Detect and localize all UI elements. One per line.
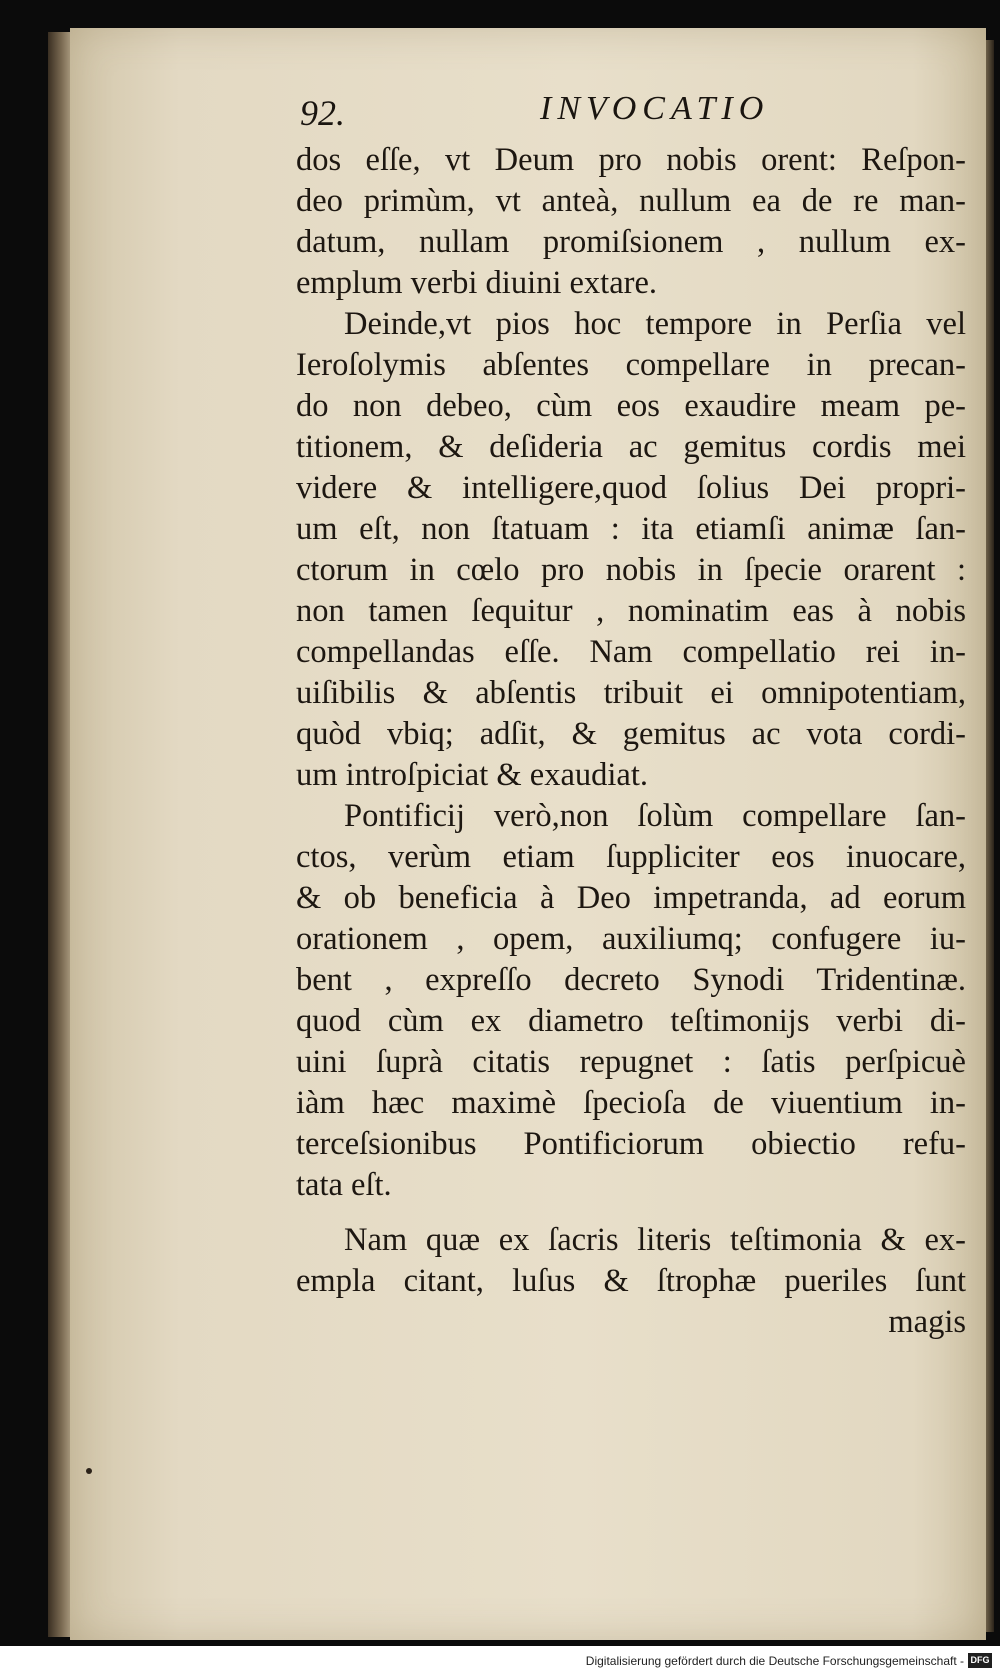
text-line: Deinde,vt pios hoc tempore in Perſia vel	[344, 306, 966, 342]
text-line: ctos, verùm etiam ſuppliciter eos inuocare,	[296, 839, 966, 875]
catchword: magis	[888, 1304, 966, 1340]
text-line: emplum verbi diuini extare.	[296, 265, 658, 301]
text-line: uiſibilis & abſentis tribuit ei omnipotentiam,	[296, 675, 966, 711]
book-edge-right	[986, 40, 994, 1632]
text-line: do non debeo, cùm eos exaudire meam pe-	[296, 388, 966, 424]
text-line: empla citant, luſus & ſtrophæ pueriles ſunt	[296, 1263, 966, 1299]
text-line: & ob beneficia à Deo impetranda, ad eorum	[296, 880, 966, 916]
text-line: iàm hæc maximè ſpecioſa de viuentium in-	[296, 1085, 966, 1121]
text-line: quòd vbiq; adſit, & gemitus ac vota cordi-	[296, 716, 966, 752]
page-number: 92.	[300, 93, 345, 133]
text-line: Nam quæ ex ſacris literis teſtimonia & ex-	[344, 1222, 966, 1258]
text-line: terceſsionibus Pontificiorum obiectio refu-	[296, 1126, 966, 1162]
text-line: dos eſſe, vt Deum pro nobis orent: Reſpon-	[296, 142, 966, 178]
text-line: um introſpiciat & exaudiat.	[296, 757, 648, 793]
running-title: INVOCATIO	[540, 90, 770, 127]
text-line: Pontificij verò,non ſolùm compellare ſan-	[344, 798, 966, 834]
running-head	[300, 92, 780, 142]
text-line: non tamen ſequitur , nominatim eas à nobis	[296, 593, 966, 629]
dfg-logo: DFG	[968, 1653, 992, 1668]
text-line: Ieroſolymis abſentes compellare in precan-	[296, 347, 966, 383]
text-line: uini ſuprà citatis repugnet : ſatis perſpicuè	[296, 1044, 966, 1080]
ink-spot	[86, 1468, 92, 1474]
text-line: deo primùm, vt anteà, nullum ea de re man-	[296, 183, 966, 219]
text-line: ctorum in cœlo pro nobis in ſpecie orarent :	[296, 552, 966, 588]
funding-credit: Digitalisierung gefördert durch die Deutsche Forschungsgemeinschaft -	[585, 1654, 964, 1668]
paragraph-gap	[296, 1206, 966, 1220]
text-line: orationem , opem, auxiliumq; confugere iu-	[296, 921, 966, 957]
text-line: quod cùm ex diametro teſtimonijs verbi di-	[296, 1003, 966, 1039]
text-line: titionem, & deſideria ac gemitus cordis mei	[296, 429, 966, 465]
body-text	[296, 140, 966, 1343]
text-line: tata eſt.	[296, 1167, 392, 1203]
text-line: datum, nullam promiſsionem , nullum ex-	[296, 224, 966, 260]
digitization-footer	[0, 1646, 1000, 1678]
text-line: um eſt, non ſtatuam : ita etiamſi animæ ſan-	[296, 511, 966, 547]
text-line: bent , expreſſo decreto Synodi Tridentinæ.	[296, 962, 966, 998]
text-line: videre & intelligere,quod ſolius Dei propri-	[296, 470, 966, 506]
text-line: compellandas eſſe. Nam compellatio rei in-	[296, 634, 966, 670]
